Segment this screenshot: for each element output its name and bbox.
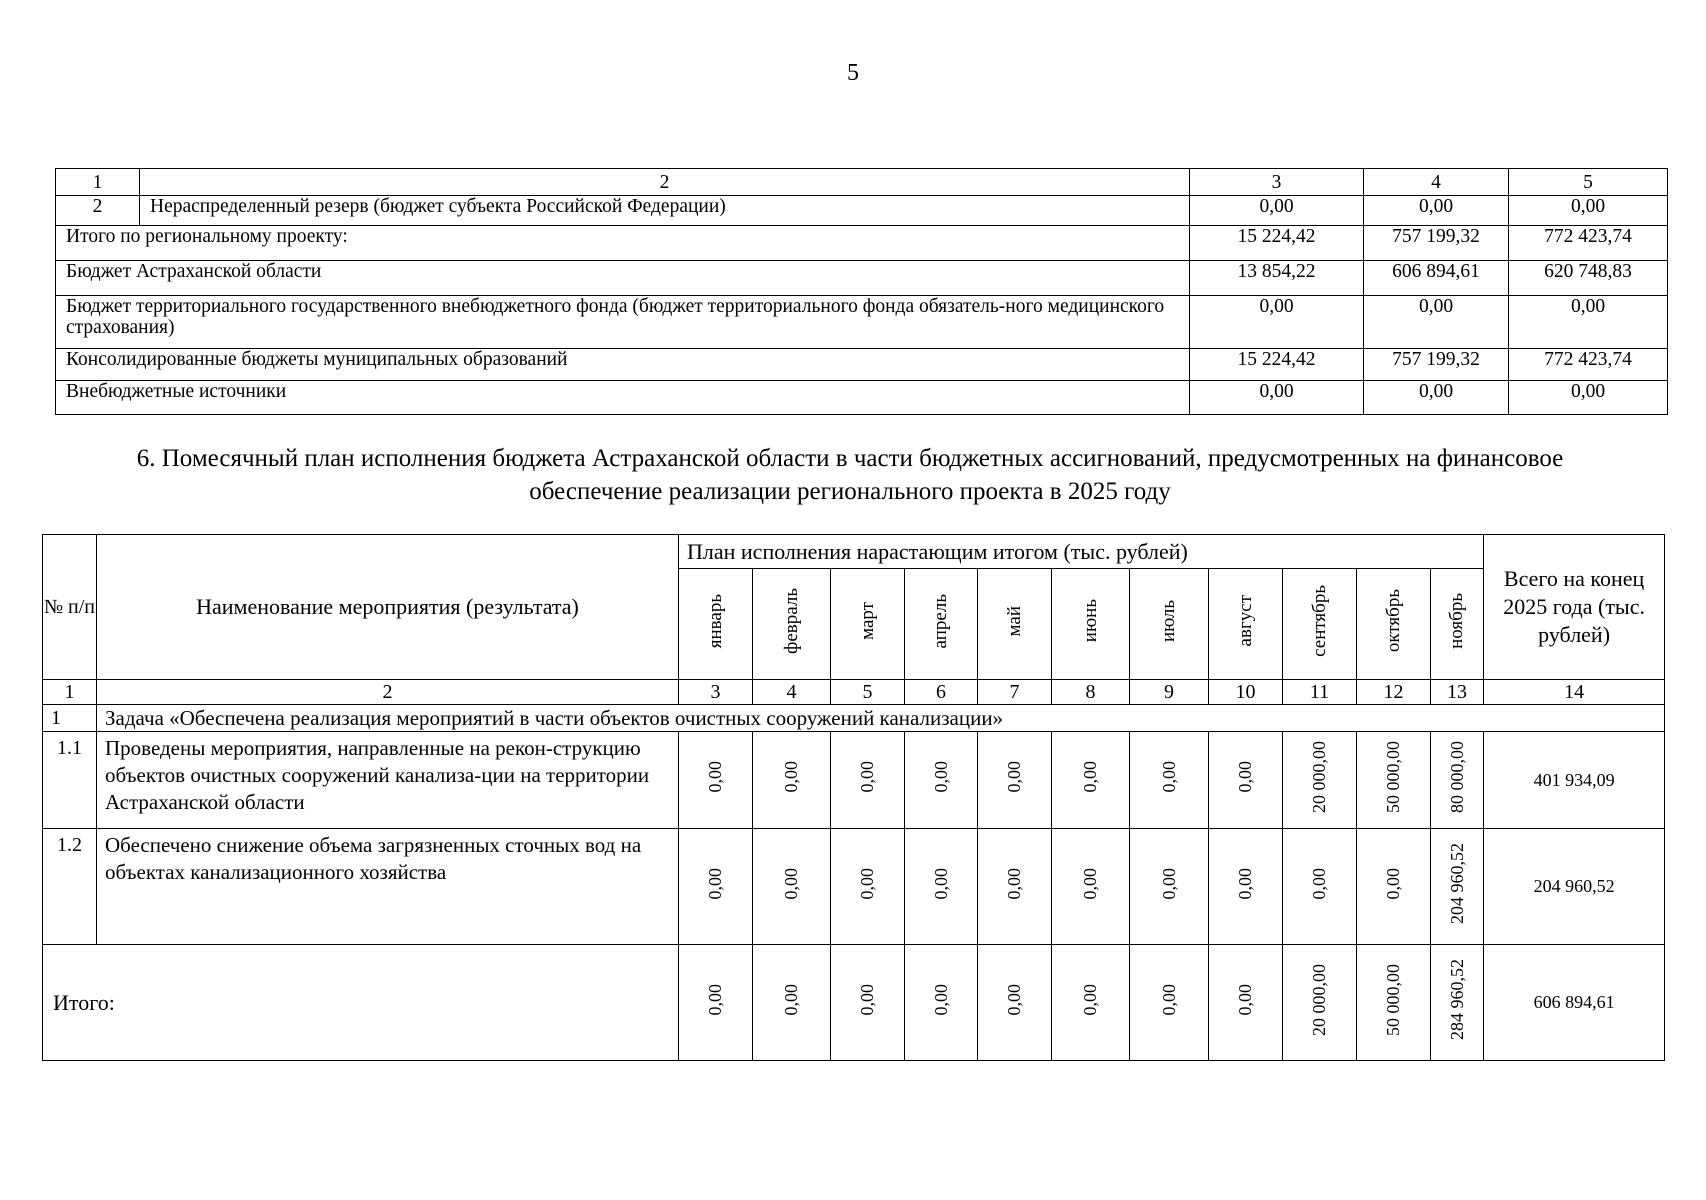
- itogo-row: [43, 945, 1665, 1061]
- table1-header-cell: 3: [1190, 169, 1364, 196]
- value-cell: 0,00: [1509, 196, 1668, 226]
- itogo-value: 0,00: [1209, 945, 1283, 1061]
- value-cell: 0,00: [1364, 381, 1509, 415]
- row-name: Обеспечено снижение объема загрязненных сточных вод на объектах канализационного хозяйства: [97, 829, 679, 945]
- itogo-total: 606 894,61: [1484, 945, 1665, 1061]
- value-cell: 620 748,83: [1509, 261, 1668, 296]
- value-cell: 772 423,74: [1509, 349, 1668, 381]
- row-number: 1.2: [43, 829, 97, 945]
- table1-header-cell: 2: [140, 169, 1190, 196]
- itogo-value: 0,00: [831, 945, 905, 1061]
- row-total: 401 934,09: [1484, 732, 1665, 829]
- value-cell: 0,00: [1364, 296, 1509, 349]
- value-cell: 757 199,32: [1364, 226, 1509, 261]
- table1-header-cell: 1: [56, 169, 140, 196]
- column-number: 2: [97, 680, 679, 705]
- task-row: [43, 705, 1665, 732]
- column-number: 12: [1357, 680, 1431, 705]
- row-name: Консолидированные бюджеты муниципальных образований: [56, 349, 1190, 381]
- column-number: 9: [1130, 680, 1209, 705]
- task-text: Задача «Обеспечена реализация мероприятий в части объектов очистных сооружений канализации»: [97, 705, 1665, 732]
- table-row: [56, 381, 1668, 415]
- month-header: май: [978, 569, 1052, 680]
- column-number: 14: [1484, 680, 1665, 705]
- column-number: 13: [1431, 680, 1484, 705]
- column-number: 3: [679, 680, 753, 705]
- row-name: Нераспределенный резерв (бюджет субъекта Российской Федерации): [140, 196, 1190, 226]
- row-name: Бюджет Астраханской области: [56, 261, 1190, 296]
- month-value: 0,00: [831, 732, 905, 829]
- month-value: 0,00: [978, 732, 1052, 829]
- table-row: [43, 829, 1665, 945]
- column-number: 8: [1052, 680, 1130, 705]
- value-cell: 13 854,22: [1190, 261, 1364, 296]
- value-cell: 0,00: [1364, 196, 1509, 226]
- table1-header-row: [56, 169, 1668, 196]
- regional-project-budget-table: [55, 168, 1668, 415]
- value-cell: 0,00: [1190, 296, 1364, 349]
- column-number: 5: [831, 680, 905, 705]
- page-number: 5: [847, 60, 859, 86]
- row-number: 2: [56, 196, 140, 226]
- month-value: 0,00: [1283, 829, 1357, 945]
- month-header: июль: [1130, 569, 1209, 680]
- month-value: 0,00: [679, 732, 753, 829]
- value-cell: 606 894,61: [1364, 261, 1509, 296]
- column-number: 11: [1283, 680, 1357, 705]
- month-value: 0,00: [1130, 829, 1209, 945]
- total-header: Всего на конец 2025 года (тыс. рублей): [1484, 535, 1665, 680]
- table1-header-cell: 5: [1509, 169, 1668, 196]
- table-row: [56, 296, 1668, 349]
- itogo-value: 0,00: [1130, 945, 1209, 1061]
- table-row: [43, 732, 1665, 829]
- month-value: 0,00: [1052, 732, 1130, 829]
- itogo-value: 0,00: [679, 945, 753, 1061]
- value-cell: 15 224,42: [1190, 226, 1364, 261]
- month-value: 204 960,52: [1431, 829, 1484, 945]
- month-header: февраль: [753, 569, 831, 680]
- month-value: 0,00: [1209, 829, 1283, 945]
- itogo-value: 0,00: [1052, 945, 1130, 1061]
- month-value: 0,00: [753, 732, 831, 829]
- month-value: 0,00: [679, 829, 753, 945]
- table-row: [56, 261, 1668, 296]
- row-number: 1.1: [43, 732, 97, 829]
- month-header: август: [1209, 569, 1283, 680]
- row-name: Бюджет территориального государственного внебюджетного фонда (бюджет территориального фонда обязатель-ного медицинского страхования): [56, 296, 1190, 349]
- itogo-value: 20 000,00: [1283, 945, 1357, 1061]
- num-header: № п/п: [43, 535, 97, 680]
- value-cell: 772 423,74: [1509, 226, 1668, 261]
- value-cell: 15 224,42: [1190, 349, 1364, 381]
- table-row: [56, 196, 1668, 226]
- itogo-value: 0,00: [905, 945, 978, 1061]
- month-value: 0,00: [753, 829, 831, 945]
- month-header: ноябрь: [1431, 569, 1484, 680]
- value-cell: 0,00: [1190, 381, 1364, 415]
- itogo-value: 284 960,52: [1431, 945, 1484, 1061]
- month-value: 80 000,00: [1431, 732, 1484, 829]
- monthly-plan-table: [42, 534, 1665, 1061]
- column-number: 7: [978, 680, 1052, 705]
- itogo-value: 0,00: [978, 945, 1052, 1061]
- plan-header: План исполнения нарастающим итогом (тыс. рублей): [679, 535, 1484, 569]
- value-cell: 0,00: [1509, 296, 1668, 349]
- table-row: [56, 349, 1668, 381]
- month-value: 0,00: [978, 829, 1052, 945]
- value-cell: 757 199,32: [1364, 349, 1509, 381]
- month-value: 50 000,00: [1357, 732, 1431, 829]
- month-value: 20 000,00: [1283, 732, 1357, 829]
- month-header: октябрь: [1357, 569, 1431, 680]
- month-value: 0,00: [1209, 732, 1283, 829]
- column-number: 10: [1209, 680, 1283, 705]
- month-header: сентябрь: [1283, 569, 1357, 680]
- itogo-value: 0,00: [753, 945, 831, 1061]
- row-name: Итого по региональному проекту:: [56, 226, 1190, 261]
- month-header: июнь: [1052, 569, 1130, 680]
- month-header: март: [831, 569, 905, 680]
- column-numbers-row: [43, 680, 1665, 705]
- month-value: 0,00: [905, 732, 978, 829]
- section-title: 6. Помесячный план исполнения бюджета Астраханской области в части бюджетных ассигнований, предусмотренных на финансовое обеспечение реализации регионального проекта в 2025 году: [136, 445, 1564, 505]
- row-name: Внебюджетные источники: [56, 381, 1190, 415]
- column-number: 1: [43, 680, 97, 705]
- month-value: 0,00: [831, 829, 905, 945]
- table2-header-row: [43, 535, 1665, 569]
- value-cell: 0,00: [1509, 381, 1668, 415]
- month-value: 0,00: [1130, 732, 1209, 829]
- row-name: Проведены мероприятия, направленные на рекон-струкцию объектов очистных сооружений канализа-ции на территории Астраханской области: [97, 732, 679, 829]
- month-value: 0,00: [1052, 829, 1130, 945]
- value-cell: 0,00: [1190, 196, 1364, 226]
- table-row: [56, 226, 1668, 261]
- itogo-label: Итого:: [43, 945, 679, 1061]
- name-header: Наименование мероприятия (результата): [97, 535, 679, 680]
- table1-header-cell: 4: [1364, 169, 1509, 196]
- month-value: 0,00: [1357, 829, 1431, 945]
- column-number: 4: [753, 680, 831, 705]
- column-number: 6: [905, 680, 978, 705]
- itogo-value: 50 000,00: [1357, 945, 1431, 1061]
- row-total: 204 960,52: [1484, 829, 1665, 945]
- month-header: январь: [679, 569, 753, 680]
- task-number: 1: [43, 705, 97, 732]
- month-header: апрель: [905, 569, 978, 680]
- month-value: 0,00: [905, 829, 978, 945]
